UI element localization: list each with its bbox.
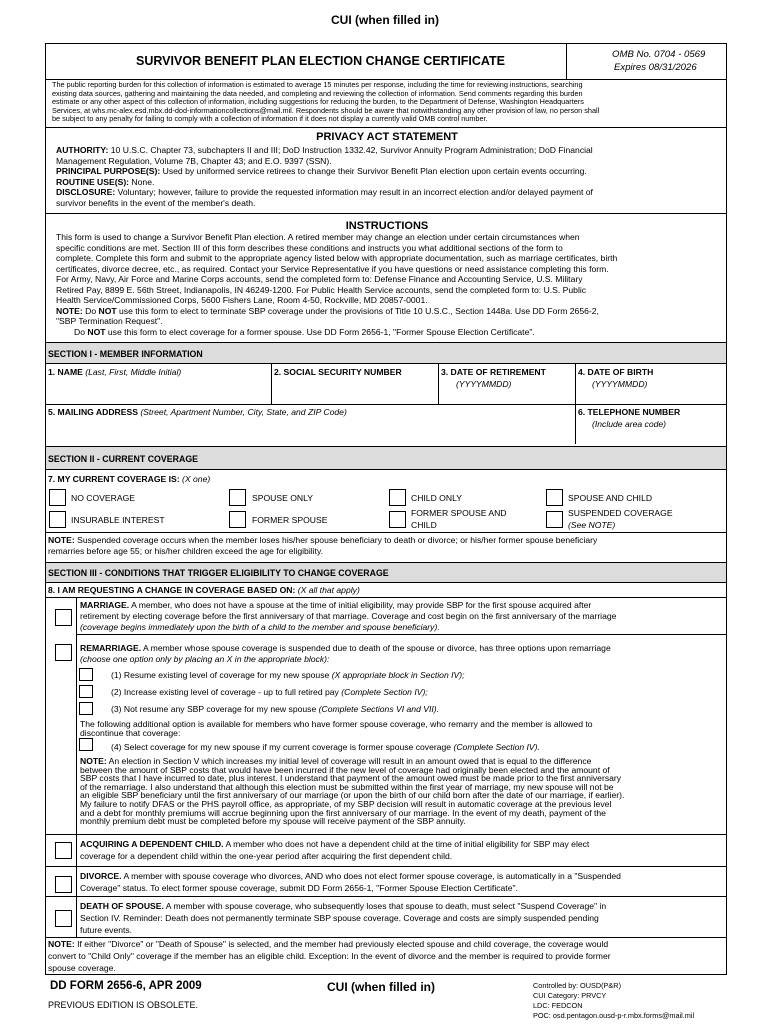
option-spouse-and-child: SPOUSE AND CHILD: [568, 493, 653, 503]
marriage-label: MARRIAGE.: [80, 600, 130, 610]
option-3-hint: (Complete Sections VI and VII).: [318, 704, 439, 714]
section2-note-text-2: remarries before age 55; or his/her children exceed the age for eligibility.: [48, 546, 323, 556]
option-4-text: (4) Select coverage for my new spouse if my current coverage is former spouse coverage: [111, 742, 454, 752]
checkbox-option-1[interactable]: [79, 668, 93, 681]
divider: [271, 364, 272, 404]
final-note-text-2: convert to "Child Only" coverage if the member has an eligible child. Exception: In the event of divorce and the member is required to provide former: [48, 951, 611, 961]
checkbox-marriage[interactable]: [55, 609, 72, 626]
final-note-text: If either "Divorce" or "Death of Spouse" is selected, and the member had previously elected spouse and child coverage, the coverage would: [74, 939, 609, 949]
privacy-heading: PRIVACY ACT STATEMENT: [316, 131, 458, 143]
section-3-heading: SECTION III - CONDITIONS THAT TRIGGER ELIGIBILITY TO CHANGE COVERAGE: [46, 562, 726, 583]
cui-category: CUI Category: PRVCY: [533, 991, 607, 1000]
marriage-text-3: (coverage begins immediately upon the birth of a child to the member and spouse beneficiary).: [80, 622, 440, 632]
final-note-text-3: spouse coverage.: [48, 963, 116, 973]
checkbox-divorce[interactable]: [55, 876, 72, 893]
divider: [46, 937, 726, 938]
option-2-hint: (Complete Section IV);: [341, 687, 428, 697]
instructions-line: Health Service/Commissioned Corps, 5600 Fishers Lane, Room 4-50, Rockville, MD 20857-0001.: [56, 295, 428, 305]
checkbox-insurable-interest[interactable]: [49, 511, 66, 528]
omb-number: OMB No. 0704 - 0569: [612, 49, 706, 60]
instructions-line: For Army, Navy, Air Force and Marine Corps accounts, send the completed form to: Defense Finance and Accounting Service, U.S. Military: [56, 274, 583, 284]
retirement-date-label: 3. DATE OF RETIREMENT: [441, 367, 546, 377]
checkbox-suspended-coverage[interactable]: [546, 511, 563, 528]
authority-text: 10 U.S.C. Chapter 73, subchapters II and III; DoD Instruction 1332.42, Survivor Annuity Program Administration; DoD Financial: [108, 145, 593, 155]
note-text-2: "SBP Termination Request".: [56, 316, 163, 326]
remarriage-note: My failure to notify DFAS or the PHS payroll office, as appropriate, of my SBP decision will result in automatic coverage at the previous level: [80, 799, 612, 809]
option-1-text: (1) Resume existing level of coverage for my new spouse: [111, 670, 332, 680]
burden-line: existing data sources, gathering and maintaining the data needed, and completing and reviewing the collection of information. Send comments regarding this burden: [52, 88, 583, 98]
ldc: LDC: FEDCON: [533, 1001, 583, 1010]
disclosure-text-2: survivor benefits in the event of the member's death.: [56, 197, 256, 208]
burden-line: The public reporting burden for this collection of information is estimated to average 15 minutes per response, including the time for reviewing instructions, searching: [52, 80, 583, 89]
death-text-3: future events.: [80, 925, 133, 935]
note2-text: use this form to elect coverage for a former spouse. Use DD Form 2656-1, "Former Spouse Election Certificate".: [105, 326, 535, 337]
remarriage-note: SBP costs that I have incurred to date, plus interest. I understand that payment of the amount owed must be made prior to the first anniversary: [80, 773, 622, 784]
section-2-heading: SECTION II - CURRENT COVERAGE: [46, 446, 726, 470]
instructions-line: complete. Complete this form and submit to the appropriate agency listed below with appropriate documentation, such as marriage certificates, birth: [56, 253, 618, 263]
divider: [46, 404, 726, 405]
marriage-text: A member, who does not have a spouse at the time of initial eligibility, may provide SBP for the first spouse acquired after: [129, 600, 592, 610]
option-suspended-coverage: SUSPENDED COVERAGE: [568, 508, 673, 518]
address-hint: (Street, Apartment Number, City, State, and ZIP Code): [140, 407, 347, 417]
option-insurable-interest: INSURABLE INTEREST: [71, 515, 165, 525]
omb-expires: Expires 08/31/2026: [614, 62, 697, 73]
checkbox-death-of-spouse[interactable]: [55, 910, 72, 927]
divider: [438, 364, 439, 404]
address-label: 5. MAILING ADDRESS: [48, 407, 141, 417]
authority-label: AUTHORITY:: [56, 145, 109, 155]
burden-line: Services, at whs.mc-alex.esd.mbx.dd-dod-informationcollections@mail.mil. Respondents should be aware that notwithstanding any other provision of law, no person shall: [52, 105, 600, 115]
option-former-spouse: FORMER SPOUSE: [252, 515, 328, 525]
birth-date-hint: (YYYYMMDD): [592, 379, 648, 389]
divider: [46, 896, 726, 897]
remarriage-note: of the remarriage. I also understand that although this election must be submitted within the first year of marriage, my new spouse will not be: [80, 781, 614, 792]
checkbox-option-4[interactable]: [79, 738, 93, 751]
instructions-line: Retired Pay, 8899 E. 56th Street, Indianapolis, IN 46249-1200. For Public Health Service accounts, send the completed form to: U.S. Public: [56, 284, 587, 295]
death-text-2: Section IV. Reminder: Death does not permanently terminate SBP spouse coverage. Coverage and costs are simply suspended pending: [80, 913, 599, 923]
additional-option-text-2: discontinue that coverage:: [80, 728, 181, 738]
ssn-label: 2. SOCIAL SECURITY NUMBER: [274, 367, 402, 377]
checkbox-child-only[interactable]: [389, 489, 406, 506]
form-id: DD FORM 2656-6, APR 2009: [50, 980, 202, 992]
routine-text: None.: [129, 176, 155, 187]
option-spouse-only: SPOUSE ONLY: [252, 493, 313, 503]
authority-text-2: Management Regulation, Volume 7B, Chapter 43; and E.O. 9397 (SSN).: [56, 155, 332, 166]
divider: [46, 213, 726, 214]
remarriage-text: A member whose spouse coverage is suspended due to death of the spouse or divorce, has three options upon remarriage: [141, 643, 611, 653]
divider: [46, 834, 726, 835]
option-4-hint: (Complete Section IV).: [453, 742, 540, 752]
obsolete-note: PREVIOUS EDITION IS OBSOLETE.: [48, 1000, 199, 1010]
sbp-form: [45, 43, 727, 975]
option-no-coverage: NO COVERAGE: [71, 493, 135, 503]
instructions-note-label: NOTE:: [56, 305, 83, 316]
birth-date-label: 4. DATE OF BIRTH: [578, 367, 654, 377]
option-child-only: CHILD ONLY: [411, 493, 462, 503]
section2-note-label: NOTE:: [48, 535, 75, 545]
note2-do: Do: [74, 326, 88, 337]
divider: [46, 532, 726, 533]
option-former-spouse-and-child-2: CHILD: [411, 520, 437, 530]
remarriage-note-label: NOTE:: [80, 756, 107, 766]
death-text: A member with spouse coverage, who subsequently loses that spouse to death, must select "Suspend Coverage" in: [163, 901, 607, 911]
remarriage-label: REMARRIAGE.: [80, 643, 142, 653]
checkbox-no-coverage[interactable]: [49, 489, 66, 506]
section2-note-text: Suspended coverage occurs when the member loses his/her spouse beneficiary to death or divorce; or his/her former spouse beneficiary: [74, 535, 598, 545]
retirement-date-hint: (YYYYMMDD): [456, 379, 512, 389]
child-text-2: coverage for a dependent child within the one-year period after acquiring the first dependent child.: [80, 851, 453, 861]
poc: POC: osd.pentagon.ousd-p-r.mbx.forms@mail.mil: [533, 1011, 695, 1020]
instructions-line: specific conditions are met. Section III of this form describes these conditions and instructs you what additional sections of the form to: [56, 242, 563, 253]
final-note-label: NOTE:: [48, 939, 75, 949]
option-3-text: (3) Not resume any SBP coverage for my new spouse: [111, 704, 319, 714]
disclosure-label: DISCLOSURE:: [56, 187, 116, 197]
checkbox-dependent-child[interactable]: [55, 842, 72, 859]
child-text: A member who does not have a dependent child at the time of initial eligibility for SBP may elect: [223, 839, 590, 849]
q7-label: 7. MY CURRENT COVERAGE IS:: [48, 474, 183, 484]
death-label: DEATH OF SPOUSE.: [80, 901, 164, 911]
name-hint: (Last, First, Middle Initial): [85, 367, 182, 377]
divorce-label: DIVORCE.: [80, 871, 122, 881]
phone-hint: (Include area code): [592, 419, 667, 429]
cui-banner-bottom: CUI (when filled in): [327, 980, 435, 994]
checkbox-option-2[interactable]: [79, 685, 93, 698]
note2-not: NOT: [87, 326, 106, 337]
remarriage-note: an eligible SBP beneficiary until the first anniversary of our marriage (or upon the birth of our child born after the date of our marriage, if earlier).: [80, 790, 625, 801]
remarriage-note: monthly premium debt must be completed before my spouse will receive payment of the SBP annuity.: [80, 816, 466, 827]
divider: [46, 866, 726, 867]
child-label: ACQUIRING A DEPENDENT CHILD.: [80, 839, 224, 849]
q8-label: 8. I AM REQUESTING A CHANGE IN COVERAGE BASED ON:: [48, 585, 298, 595]
checkbox-spouse-only[interactable]: [229, 489, 246, 506]
divider: [46, 127, 726, 128]
purpose-label: PRINCIPAL PURPOSE(S):: [56, 166, 161, 176]
divider: [76, 634, 726, 635]
remarriage-note: An election in Section V which increases my initial level of coverage will result in an amount owed that is equal to the difference: [106, 756, 592, 766]
remarriage-note: between the amount of SBP costs that would have been incurred if the new level of coverage had originally been elected and the amount of: [80, 764, 610, 775]
burden-line: estimate or any other aspect of this collection of information, including suggestions for reducing the burden, to the Department of Defense, Washington Headquarters: [52, 97, 584, 106]
form-title: SURVIVOR BENEFIT PLAN ELECTION CHANGE CERTIFICATE: [136, 54, 506, 68]
disclosure-text: Voluntary; however, failure to provide the requested information may result in an incorrect election and/or delayed payment of: [115, 187, 593, 197]
instructions-line: certificates, divorce decree, etc., as required. Contact your Service Representative if you have questions or need assistance completing this form.: [56, 263, 609, 274]
phone-label: 6. TELEPHONE NUMBER: [578, 407, 681, 417]
marriage-text-2: retirement by electing coverage before the first anniversary of that marriage. Coverage and cost begin on the first anniversary of the marriage: [80, 611, 617, 621]
controlled-by: Controlled by: OUSD(P&R): [533, 981, 621, 990]
option-1-hint: (X appropriate block in Section IV);: [331, 670, 465, 680]
burden-line: be subject to any penalty for failing to comply with a collection of information if it does not display a currently valid OMB control number.: [52, 114, 488, 123]
note-text: use this form to elect to terminate SBP coverage under the provisions of Title 10 U.S.C., Section 1448a. Use DD Form 2656-2,: [116, 305, 599, 316]
q7-hint: (X one): [182, 474, 211, 484]
routine-label: ROUTINE USE(S):: [56, 176, 130, 187]
divorce-text: A member with spouse coverage who divorces, AND who does not elect former spouse coverage, is automatically in a "Suspended: [121, 871, 621, 881]
additional-option-text: The following additional option is available for members who have former spouse coverage, who remarry and the member is allowed to: [80, 719, 593, 729]
cui-banner-top: CUI (when filled in): [331, 13, 439, 27]
note-not: NOT: [98, 305, 117, 316]
option-2-text: (2) Increase existing level of coverage - up to full retired pay: [111, 687, 342, 697]
option-former-spouse-and-child: FORMER SPOUSE AND: [411, 508, 507, 518]
instructions-line: This form is used to change a Survivor Benefit Plan election. A retired member may change an election under certain circumstances when: [56, 232, 580, 242]
name-label: 1. NAME: [48, 367, 86, 377]
section-1-heading: SECTION I - MEMBER INFORMATION: [46, 342, 726, 364]
remarriage-text-2: (choose one option only by placing an X in the appropriate block):: [80, 654, 330, 664]
header-divider: [566, 44, 567, 79]
remarriage-note: and a debt for monthly premiums will accrue beginning upon the first anniversary of our marriage. In the event of my death, payment of the: [80, 807, 606, 818]
checkbox-spouse-and-child[interactable]: [546, 489, 563, 506]
note-do: Do: [82, 305, 99, 316]
divorce-text-2: Coverage" status. To elect former spouse coverage, submit DD Form 2656-1, "Former Spouse Election Certificate".: [80, 883, 518, 893]
checkbox-remarriage[interactable]: [55, 644, 72, 661]
option-suspended-note: (See NOTE): [568, 520, 616, 530]
divider: [76, 834, 77, 937]
checkbox-former-spouse[interactable]: [229, 511, 246, 528]
checkbox-former-spouse-and-child[interactable]: [389, 511, 406, 528]
purpose-text: Used by uniformed service retirees to change their Survivor Benefit Plan election upon certain events occurring.: [160, 166, 587, 176]
instructions-heading: INSTRUCTIONS: [345, 220, 429, 232]
divider: [76, 597, 77, 835]
q8-hint: (X all that apply): [297, 585, 360, 595]
divider: [46, 597, 726, 598]
checkbox-option-3[interactable]: [79, 702, 93, 715]
